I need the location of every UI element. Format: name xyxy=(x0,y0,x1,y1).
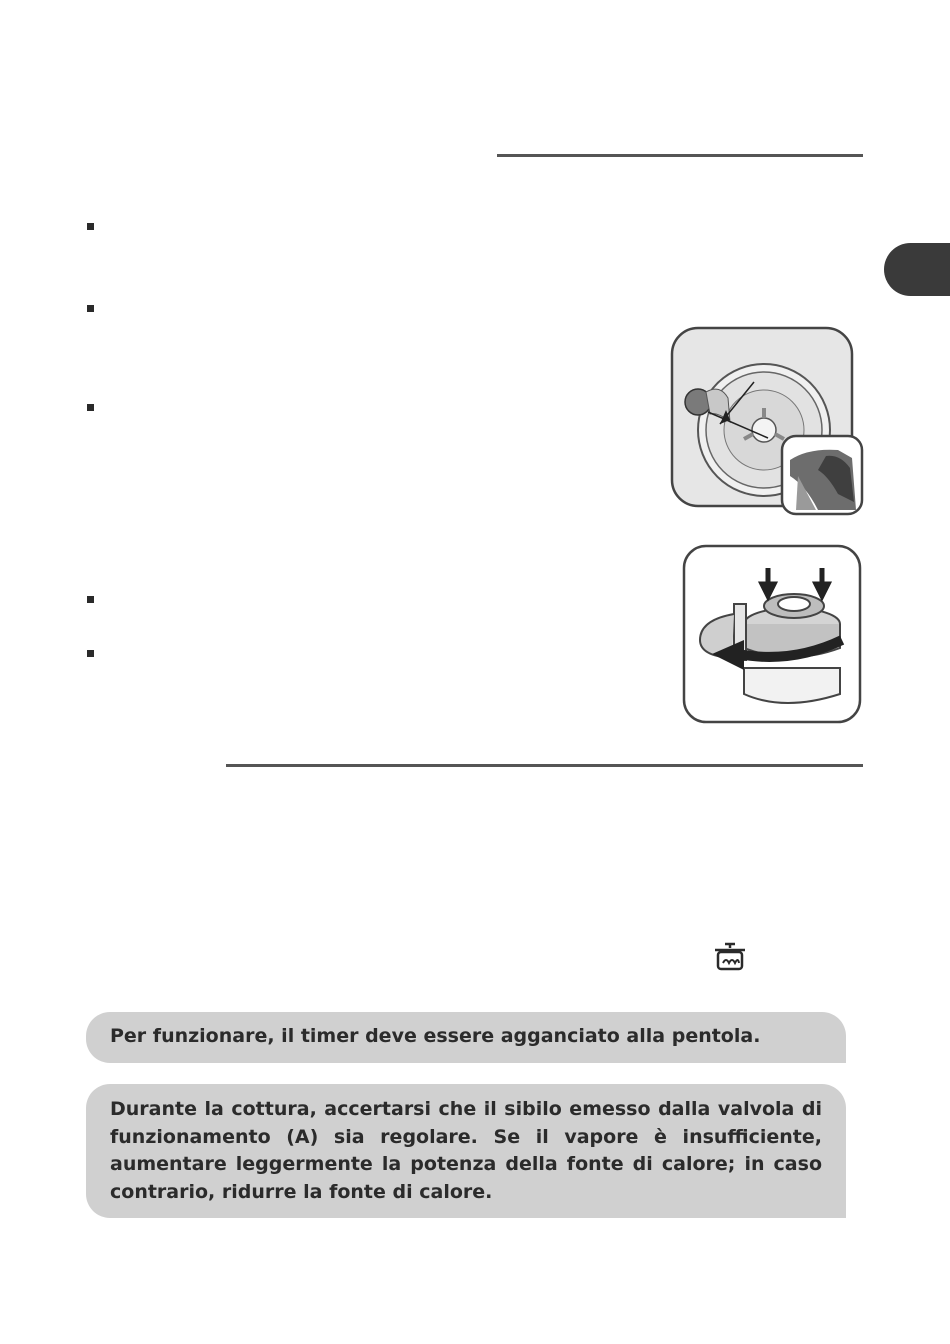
square-bullet-icon xyxy=(87,596,94,603)
section-rule-middle xyxy=(226,764,863,767)
cooking-note: Durante la cottura, accertarsi che il sibilo emesso dalla valvola di funzionamento (A) sia regolare. Se il vapore è insufficiente, aumentare leggermente la potenza della fonte di calore; in caso contrario, ridurre la fonte di calore. xyxy=(86,1084,846,1218)
chapter-tab xyxy=(884,243,950,296)
square-bullet-icon xyxy=(87,223,94,230)
square-bullet-icon xyxy=(87,650,94,657)
section-rule-top xyxy=(497,154,863,157)
square-bullet-icon xyxy=(87,404,94,411)
timer-note: Per funzionare, il timer deve essere agganciato alla pentola. xyxy=(86,1012,846,1063)
pressure-cooker-steam-icon xyxy=(713,940,747,972)
lid-rotation-illustration xyxy=(682,544,864,726)
square-bullet-icon xyxy=(87,305,94,312)
lid-timer-illustration xyxy=(668,326,864,518)
